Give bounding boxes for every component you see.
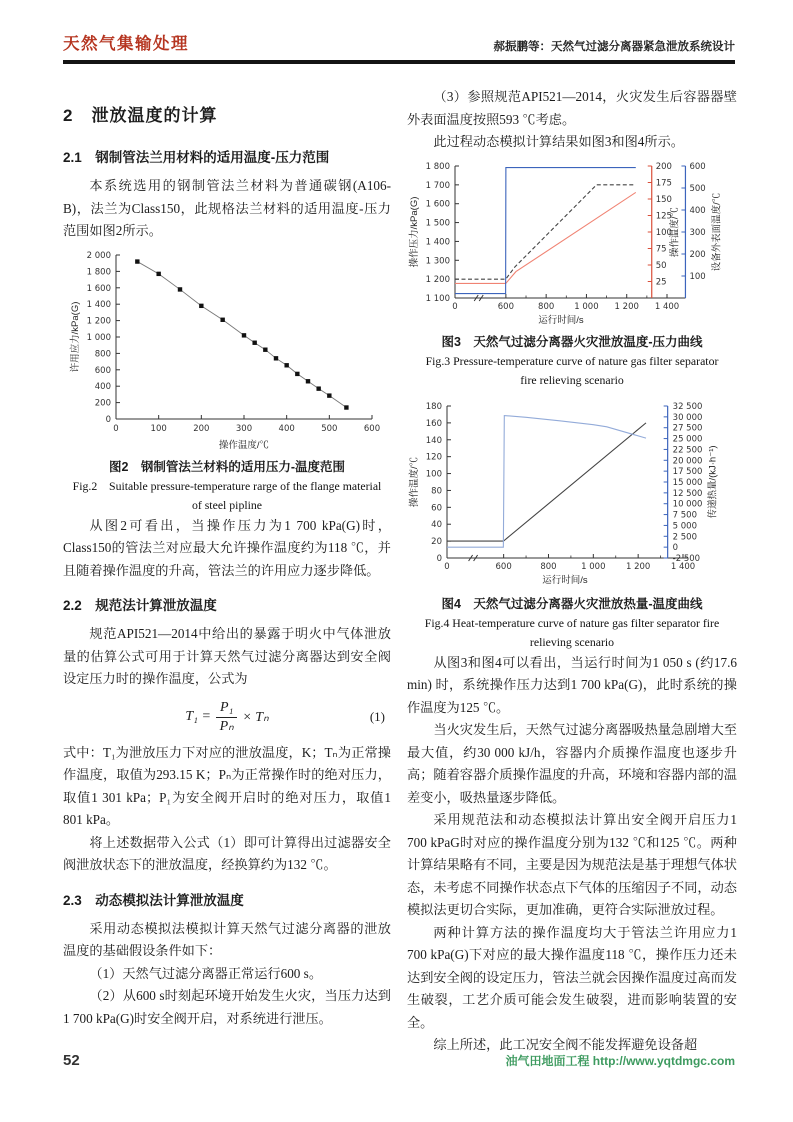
svg-text:100: 100	[655, 227, 672, 238]
svg-text:600: 600	[497, 301, 514, 312]
paragraph: 采用规范法和动态模拟法计算出安全阀开启压力1 700 kPaG时对应的操作温度分别为132 ℃和125 ℃。两种计算结果略有不同，主要是因为规范法是基于理想气体状态，未考虑不同操作状态点下气体的压缩因子不同，动态模拟法更切合实际，更加准确，更符合实际泄放过程。	[407, 812, 737, 917]
figure-3	[407, 158, 737, 390]
svg-text:1 600: 1 600	[425, 199, 450, 210]
svg-text:1 400: 1 400	[425, 236, 450, 247]
paragraph: 将上述数据带入公式（1）即可计算得出过滤器安全阀泄放状态下的泄放温度，经换算约为132 ℃。	[63, 834, 391, 873]
svg-text:1 600: 1 600	[86, 283, 111, 294]
svg-text:2 500: 2 500	[672, 531, 698, 542]
svg-text:150: 150	[655, 194, 672, 205]
svg-text:1 400: 1 400	[670, 561, 696, 572]
figure4-caption-en: Fig.4 Heat-temperature curve of nature gas filter separator fire relieving scenario	[424, 615, 720, 649]
svg-text:500: 500	[321, 423, 338, 434]
svg-text:175: 175	[655, 178, 672, 188]
svg-text:0: 0	[436, 553, 442, 564]
svg-text:75: 75	[655, 244, 667, 254]
svg-text:160: 160	[425, 418, 442, 429]
paragraph: 两种计算方法的操作温度均大于管法兰许用应力1 700 kPa(G)下对应的最大操作温度118 ℃，操作压力还未达到安全阀的设定压力，管法兰就会因操作温度过高而发生破裂，工艺介质可能会发生破裂，进而影响装置的安全。	[407, 924, 737, 1030]
svg-text:300: 300	[235, 423, 253, 434]
list-item: （1）天然气过滤分离器正常运行600 s。	[89, 965, 323, 981]
svg-text:1 800: 1 800	[86, 266, 111, 277]
svg-text:1 500: 1 500	[425, 218, 450, 229]
equation-fraction: $\frac{\text{P₁}}{\text{Pₙ}}$	[216, 700, 237, 735]
svg-text:1 400: 1 400	[654, 301, 680, 312]
svg-text:60: 60	[431, 502, 442, 513]
svg-text:10 000: 10 000	[672, 499, 703, 510]
svg-text:400: 400	[94, 381, 111, 392]
svg-text:传递热量/(kJ·h⁻¹): 传递热量/(kJ·h⁻¹)	[707, 444, 719, 519]
figure3-chart	[407, 158, 741, 328]
svg-text:600: 600	[495, 561, 512, 572]
figure4-chart	[407, 398, 741, 590]
svg-text:600: 600	[363, 423, 381, 434]
svg-text:操作温度/℃: 操作温度/℃	[409, 456, 420, 507]
svg-text:22 500: 22 500	[672, 444, 703, 455]
svg-text:100: 100	[150, 423, 167, 434]
paragraph: 本系统选用的钢制管法兰材料为普通碳钢(A106-B)，法兰为Class150，此规格法兰材料的适用温度-压力范围如图2所示。	[63, 178, 391, 238]
right-column	[407, 86, 737, 1057]
paragraph: 当火灾发生后，天然气过滤分离器吸热量急剧增大至最大值，约30 000 kJ/h，容器内介质操作温度也逐步升高；随着容器介质操作温度的升高，环境和容器内部的温差变小，吸热量逐步降低。	[407, 722, 737, 805]
paragraph: 式中：T₁为泄放压力下对应的泄放温度，K；Tₙ为正常操作温度，取值为293.15 K；Pₙ为正常操作时的绝对压力，取值1 301 kPa；P₁为安全阀开启时的绝对压力，取值1 801 kPa。	[63, 744, 391, 828]
paragraph: 从图2可看出，当操作压力为1 700 kPa(G)时，Class150的管法兰对应最大允许操作温度约为118 ℃，并且随着操作温度的升高，管法兰的许用应力逐步降低。	[63, 517, 391, 578]
svg-text:400: 400	[278, 423, 295, 434]
svg-text:40: 40	[431, 519, 442, 530]
equation-lhs: T₁ =	[185, 709, 211, 725]
svg-text:1 700: 1 700	[425, 180, 450, 191]
subsection-heading-2-1: 2.1 钢制管法兰用材料的适用温度-压力范围	[63, 150, 330, 165]
svg-text:32 500: 32 500	[672, 401, 703, 412]
svg-text:125: 125	[655, 211, 672, 221]
svg-text:500: 500	[689, 183, 706, 194]
svg-text:操作温度/℃: 操作温度/℃	[218, 439, 270, 451]
paragraph: 从图3和图4可以看出，当运行时间为1 050 s (约17.6 min) 时，系统操作压力达到1 700 kPa(G)，此时系统的操作温度为125 ℃。	[407, 654, 737, 715]
svg-text:0: 0	[105, 414, 111, 425]
svg-text:15 000: 15 000	[672, 477, 703, 488]
svg-text:120: 120	[425, 452, 442, 463]
svg-text:0: 0	[672, 542, 679, 553]
list-item: （3）参照规范API521—2014，火灾发生后容器器壁外表面温度按照593 ℃考虑。	[407, 89, 737, 127]
svg-text:0: 0	[452, 301, 458, 312]
svg-text:许用应力/kPa(G): 许用应力/kPa(G)	[70, 301, 81, 372]
svg-text:7 500: 7 500	[672, 510, 698, 521]
svg-text:180: 180	[425, 401, 442, 412]
svg-text:200: 200	[689, 249, 706, 260]
figure-2	[63, 247, 391, 515]
svg-text:300: 300	[689, 227, 706, 238]
svg-text:-2 500: -2 500	[672, 553, 701, 564]
svg-text:1 000: 1 000	[574, 301, 599, 312]
svg-text:5 000: 5 000	[672, 520, 698, 531]
list-item: （2）从600 s时刻起环境开始发生火灾，当压力达到1 700 kPa(G)时安全阀开启，对系统进行泄压。	[63, 988, 391, 1026]
paragraph: 综上所述，此工况安全阀不能发挥避免设备超	[433, 1037, 698, 1052]
section-heading: 2 泄放温度的计算	[63, 106, 218, 125]
paragraph: 此过程动态模拟计算结果如图3和图4所示。	[433, 134, 684, 149]
figure2-caption-cn: 图2 钢制管法兰材料的适用压力-温度范围	[108, 459, 346, 474]
svg-text:1 800: 1 800	[425, 161, 450, 172]
figure2-chart	[66, 247, 388, 453]
svg-text:200: 200	[193, 423, 210, 434]
subsection-heading-2-2: 2.2 规范法计算泄放温度	[63, 598, 217, 613]
svg-text:140: 140	[425, 435, 442, 446]
paragraph: 规范API521—2014中给出的暴露于明火中气体泄放量的估算公式可用于计算天然气过滤分离器达到安全阀设定压力时的操作温度，公式为	[63, 626, 391, 686]
svg-text:25: 25	[655, 277, 667, 287]
svg-text:30 000: 30 000	[672, 412, 703, 423]
svg-text:27 500: 27 500	[672, 423, 703, 434]
journal-section-title: 天然气集输处理	[63, 35, 189, 53]
svg-text:20: 20	[431, 536, 442, 547]
svg-text:设备外表面温度/℃: 设备外表面温度/℃	[711, 192, 723, 271]
figure3-caption-cn: 图3 天然气过滤分离器火灾泄放温度-压力曲线	[441, 334, 703, 349]
svg-text:800: 800	[538, 301, 555, 312]
svg-text:1 200: 1 200	[425, 274, 450, 285]
equation-number: (1)	[369, 709, 385, 725]
equation-rhs: × Tₙ	[242, 709, 269, 725]
svg-text:1 200: 1 200	[625, 561, 651, 572]
page-header	[63, 30, 735, 64]
svg-text:50: 50	[655, 260, 667, 271]
svg-text:1 100: 1 100	[425, 293, 450, 304]
running-title: 郝振鹏等：天然气过滤分离器紧急泄放系统设计	[493, 41, 735, 53]
svg-text:操作温度/℃: 操作温度/℃	[669, 206, 681, 257]
svg-text:2 000: 2 000	[86, 250, 111, 261]
svg-text:100: 100	[689, 271, 706, 282]
svg-text:1 300: 1 300	[425, 255, 450, 266]
svg-text:600: 600	[689, 161, 706, 172]
svg-text:操作压力/kPa(G): 操作压力/kPa(G)	[409, 196, 420, 267]
svg-text:25 000: 25 000	[672, 434, 703, 445]
svg-text:600: 600	[94, 365, 111, 376]
svg-text:1 200: 1 200	[86, 316, 111, 327]
svg-text:80: 80	[431, 485, 442, 496]
svg-text:1 000: 1 000	[581, 561, 606, 572]
svg-text:1 000: 1 000	[86, 332, 111, 343]
svg-text:20 000: 20 000	[672, 455, 703, 466]
svg-text:1 200: 1 200	[614, 301, 639, 312]
journal-website: 油气田地面工程 http://www.yqtdmgc.com	[505, 1054, 735, 1068]
svg-text:400: 400	[689, 205, 706, 216]
svg-text:1 400: 1 400	[86, 299, 111, 310]
left-column	[63, 93, 391, 1030]
svg-text:12 500: 12 500	[672, 488, 703, 499]
svg-text:800: 800	[94, 348, 111, 359]
svg-text:17 500: 17 500	[672, 466, 703, 477]
page-footer	[63, 1052, 735, 1069]
figure2-caption-en: Fig.2 Suitable pressure-temperature rarge of the flange material of steel pipline	[72, 478, 382, 512]
svg-text:0: 0	[444, 561, 450, 572]
svg-text:100: 100	[425, 469, 442, 480]
figure-4	[407, 398, 737, 652]
svg-text:运行时间/s: 运行时间/s	[542, 574, 588, 586]
page-number: 52	[63, 1052, 80, 1069]
svg-text:0: 0	[113, 423, 119, 434]
svg-text:运行时间/s: 运行时间/s	[538, 314, 584, 326]
figure3-caption-en: Fig.3 Pressure-temperature curve of nature gas filter separator fire relieving scenario	[425, 353, 719, 387]
paragraph: 采用动态模拟法模拟计算天然气过滤分离器的泄放温度的基础假设条件如下：	[63, 920, 391, 959]
subsection-heading-2-3: 2.3 动态模拟法计算泄放温度	[63, 892, 244, 908]
svg-text:200: 200	[655, 161, 672, 172]
svg-text:800: 800	[540, 561, 557, 572]
figure4-caption-cn: 图4 天然气过滤分离器火灾泄放热量-温度曲线	[441, 596, 703, 611]
equation-1	[63, 700, 391, 735]
svg-text:200: 200	[94, 398, 111, 409]
